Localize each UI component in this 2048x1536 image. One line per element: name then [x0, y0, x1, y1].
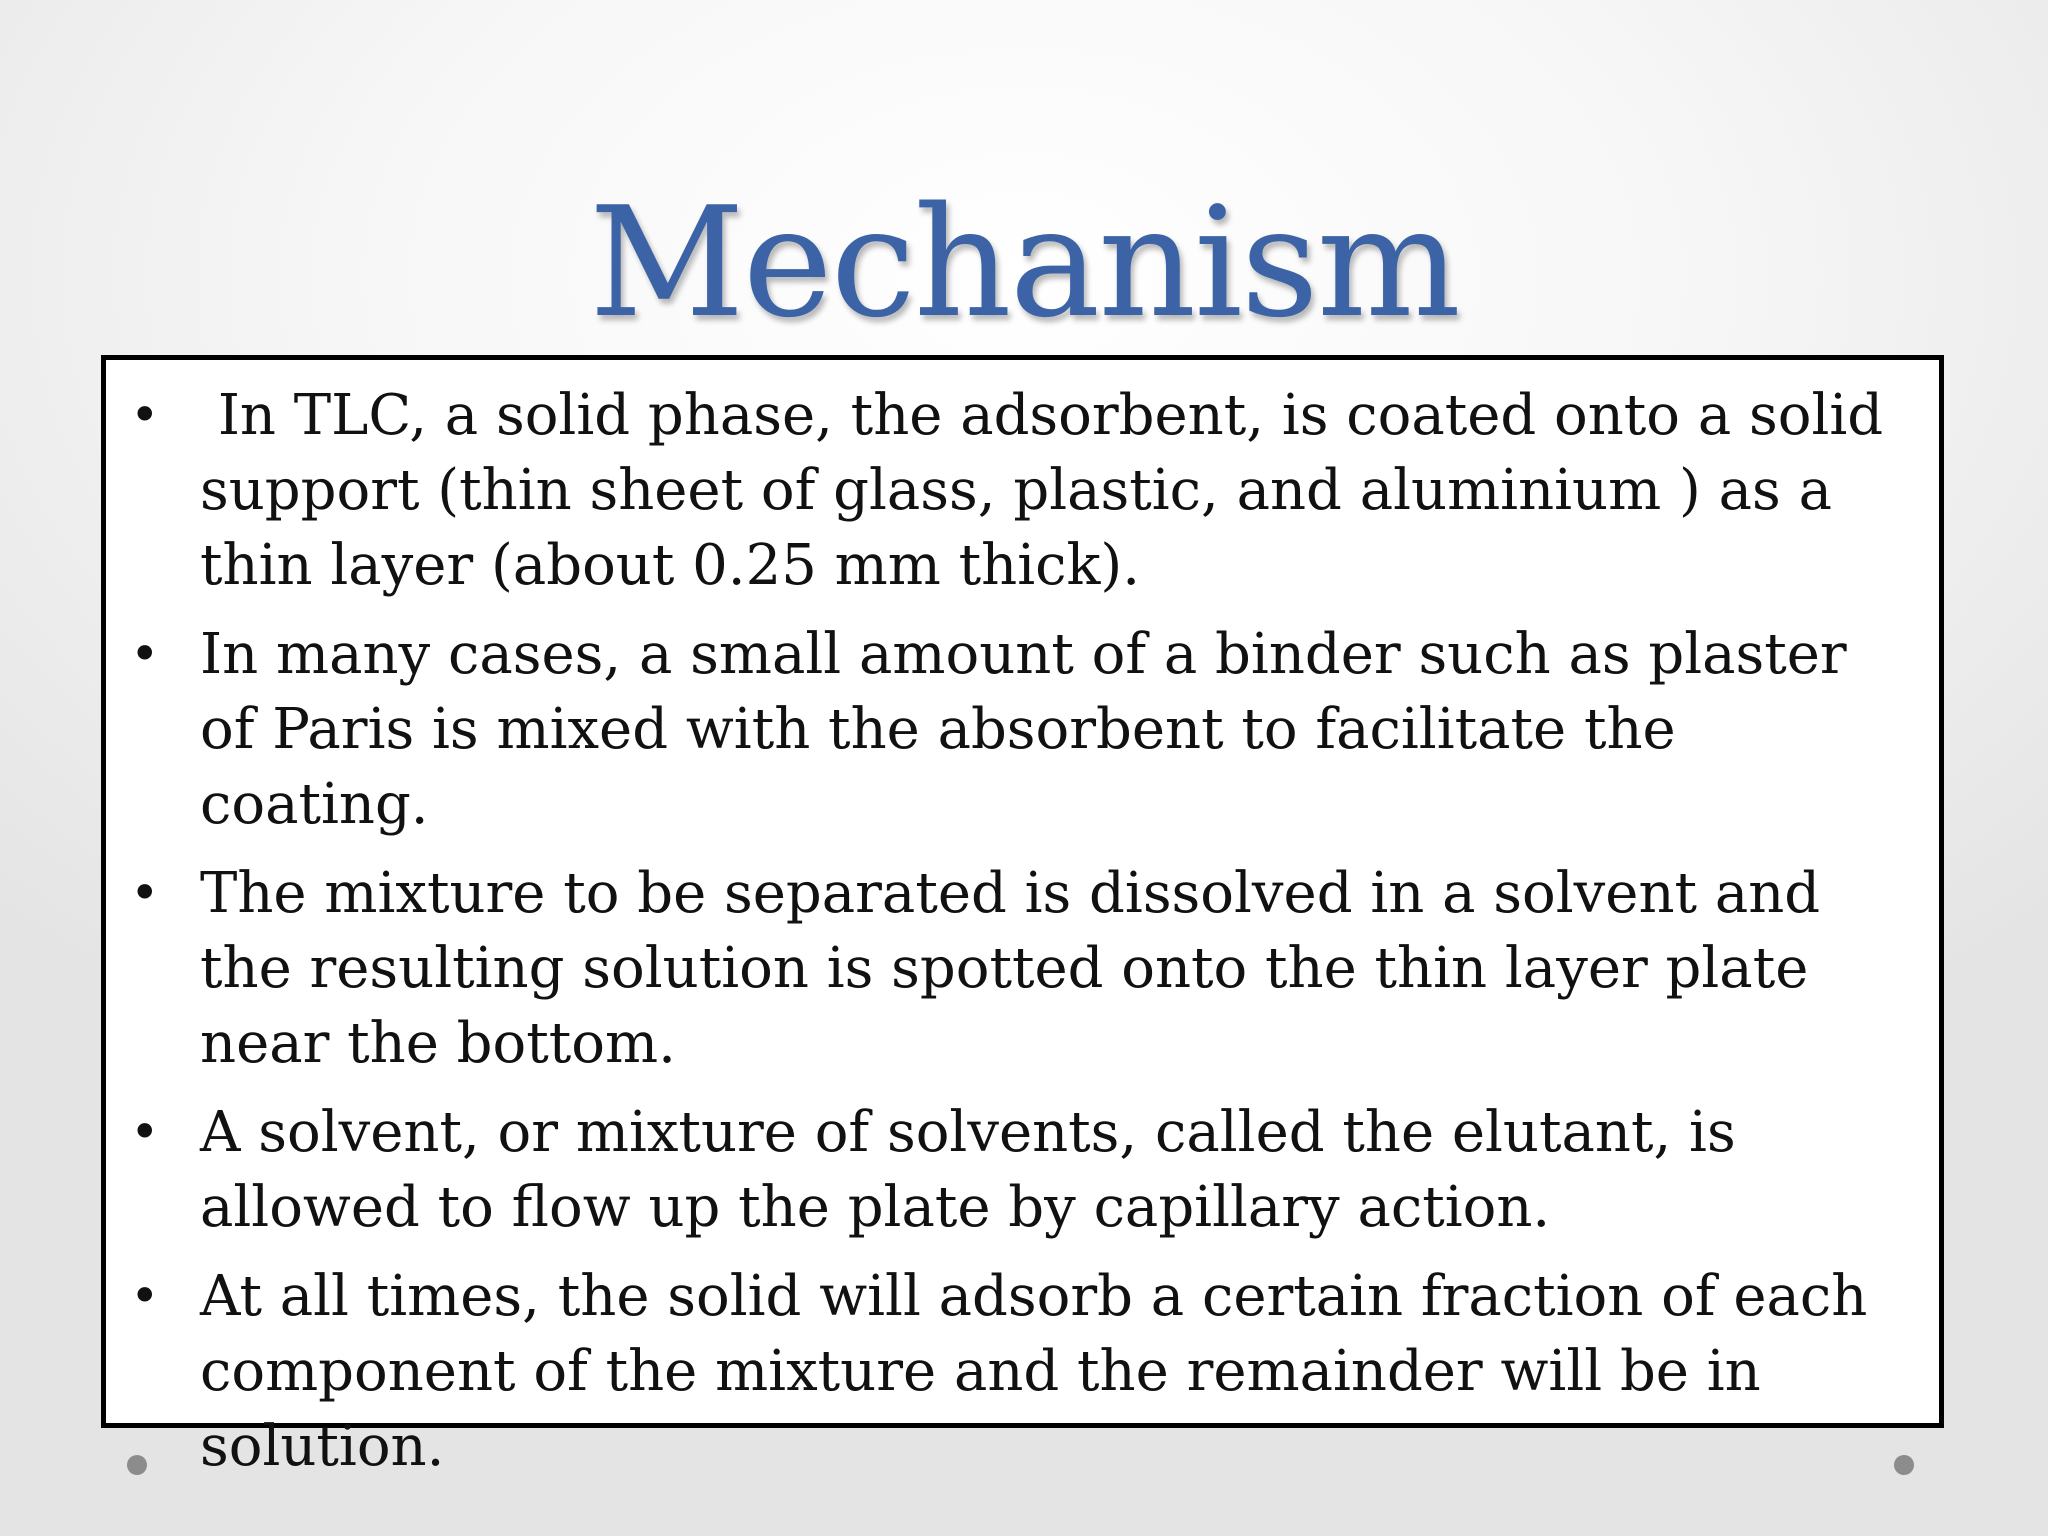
bullet-item: [106, 1259, 1931, 1484]
bullet-text: In TLC, a solid phase, the adsorbent, is coated onto a solid support (thin sheet of glass, plastic, and aluminium ) as a thin layer (about 0.25 mm thick).: [200, 383, 1901, 598]
bullet-dot-icon: •: [130, 625, 160, 683]
bullet-text: A solvent, or mixture of solvents, called the elutant, is allowed to flow up the plate by capillary action.: [200, 1100, 1736, 1240]
bullet-item: [106, 856, 1931, 1081]
bullet-text: The mixture to be separated is dissolved in a solvent and the resulting solution is spotted onto the thin layer plate near the bottom.: [200, 861, 1821, 1076]
bullet-dot-icon: •: [130, 1267, 160, 1325]
corner-dot-left-icon: [127, 1455, 147, 1475]
content-box: [101, 355, 1944, 1479]
corner-dot-right-icon: [1894, 1455, 1914, 1475]
bullet-item: [106, 617, 1931, 842]
bullet-dot-icon: •: [130, 864, 160, 922]
bullet-dot-icon: •: [130, 1103, 160, 1161]
bullet-text: In many cases, a small amount of a binder such as plaster of Paris is mixed with the absorbent to facilitate the coating.: [200, 622, 1847, 837]
bullet-text: At all times, the solid will adsorb a certain fraction of each component of the mixture and the remainder will be in solution.: [200, 1264, 1868, 1479]
bullet-item: [106, 1095, 1931, 1245]
bullet-list: [106, 378, 1931, 1498]
slide-title: Mechanism: [589, 174, 1459, 351]
bullet-item: [106, 378, 1931, 603]
bullet-dot-icon: •: [130, 386, 160, 444]
